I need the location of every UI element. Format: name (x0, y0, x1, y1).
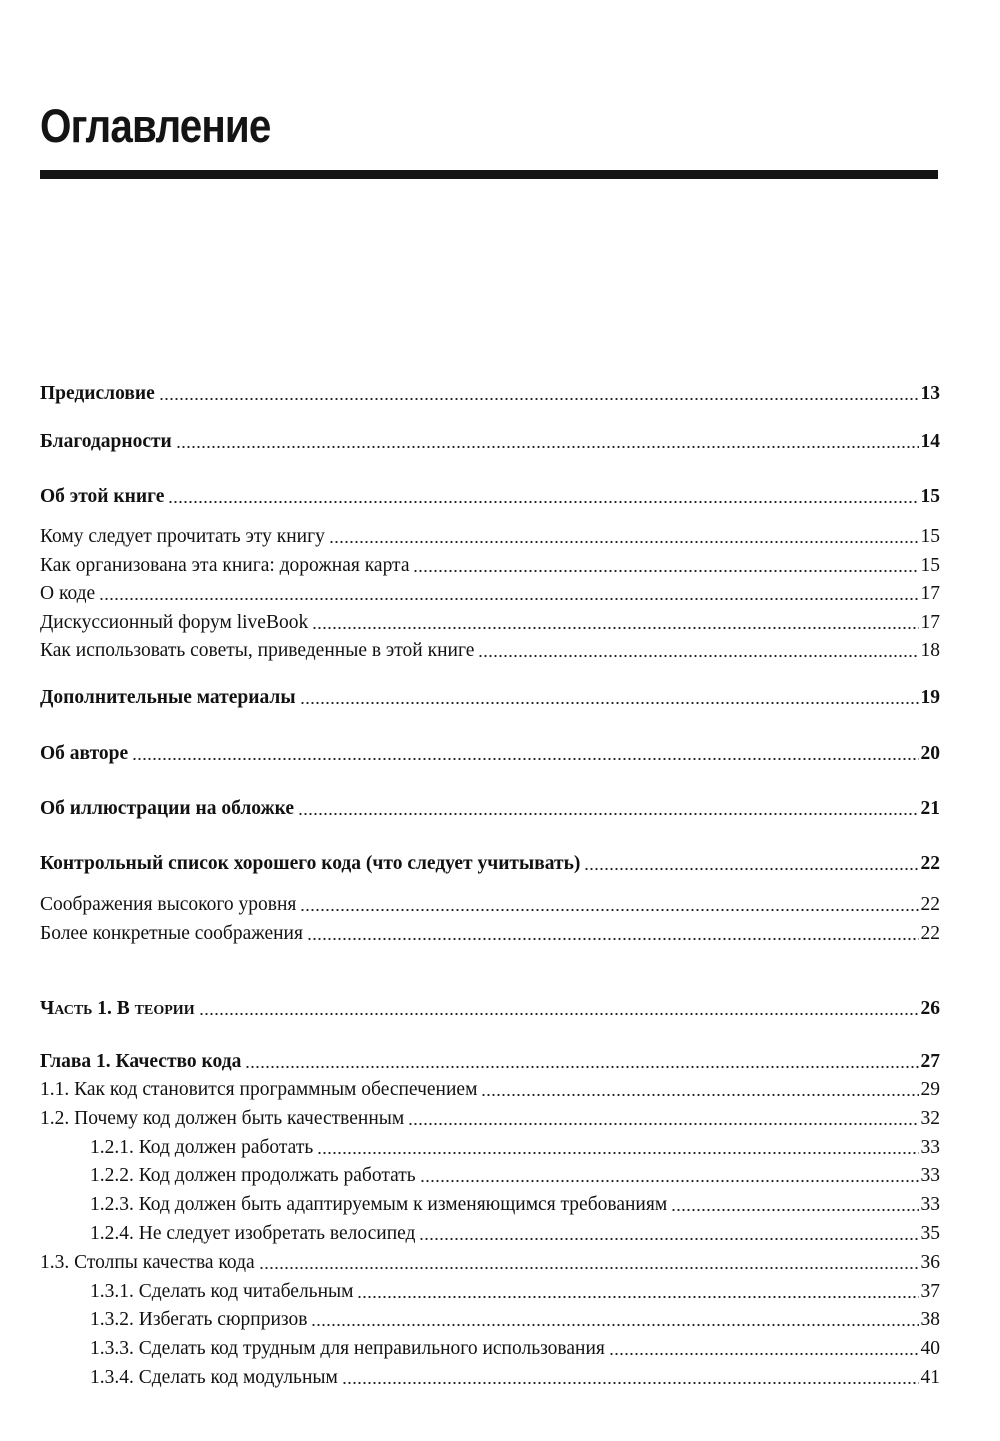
toc-entry-page: 33 (920, 1137, 940, 1158)
dot-leader (300, 701, 919, 705)
toc-entry-page: 20 (920, 743, 940, 764)
toc-entry-title: 1.2.3. Код должен быть адаптируемым к изменяющимся требованиям (90, 1194, 668, 1215)
dot-leader (357, 1295, 918, 1299)
dot-leader (176, 445, 919, 449)
toc-entry-title: 1.3.4. Сделать код модульным (90, 1367, 338, 1388)
toc-entry-page: 13 (920, 383, 940, 404)
dot-leader (312, 626, 918, 630)
toc-entry-page: 17 (920, 612, 940, 633)
toc-entry-checklist[interactable] (40, 852, 940, 875)
toc-entry-1-3-3[interactable] (90, 1337, 940, 1360)
toc-entry-1-2-2[interactable] (90, 1164, 940, 1187)
dot-leader (259, 1266, 919, 1270)
toc-entry-1-2[interactable] (40, 1107, 940, 1130)
toc-entry-page: 41 (920, 1367, 940, 1388)
toc-entry-page: 15 (920, 526, 940, 547)
dot-leader (298, 812, 918, 816)
toc-entry-preface[interactable] (40, 382, 940, 405)
toc-entry-page: 22 (920, 923, 940, 944)
title-rule (40, 170, 938, 179)
dot-leader (99, 597, 918, 601)
toc-entry-chapter-1[interactable] (40, 1050, 940, 1073)
toc-entry-title: Об авторе (40, 743, 129, 764)
toc-entry-high-level[interactable] (40, 893, 940, 916)
toc-entry-about-book[interactable] (40, 485, 940, 508)
toc-entry-1-1[interactable] (40, 1078, 940, 1101)
toc-entry-title: Глава 1. Качество кода (40, 1051, 242, 1072)
dot-leader (307, 937, 919, 941)
toc-entry-page: 22 (920, 894, 940, 915)
dot-leader (481, 1093, 918, 1097)
toc-entry-page: 37 (920, 1281, 940, 1302)
toc-entry-1-3-1[interactable] (90, 1280, 940, 1303)
toc-entry-1-3-4[interactable] (90, 1366, 940, 1389)
toc-entry-1-2-3[interactable] (90, 1193, 940, 1216)
toc-entry-extra-materials[interactable] (40, 686, 940, 709)
dot-leader (419, 1237, 918, 1241)
toc-entry-page: 33 (920, 1165, 940, 1186)
toc-entry-title: 1.3. Столпы качества кода (40, 1252, 255, 1273)
dot-leader (584, 867, 918, 871)
toc-entry-page: 19 (920, 687, 940, 708)
dot-leader (342, 1381, 919, 1385)
page-title: Оглавление (40, 99, 271, 152)
toc-entry-title: 1.3.3. Сделать код трудным для неправильного использования (90, 1338, 605, 1359)
toc-entry-livebook-forum[interactable] (40, 611, 940, 634)
toc-entry-title: Кому следует прочитать эту книгу (40, 526, 325, 547)
dot-leader (420, 1179, 919, 1183)
toc-entry-page: 22 (920, 853, 940, 874)
dot-leader (159, 397, 919, 401)
toc-entry-title: Дополнительные материалы (40, 687, 296, 708)
toc-entry-page: 32 (920, 1108, 940, 1129)
toc-entry-page: 38 (920, 1309, 940, 1330)
toc-entry-title: 1.2. Почему код должен быть качественным (40, 1108, 405, 1129)
toc-entry-title: Соображения высокого уровня (40, 894, 297, 915)
toc-entry-about-code[interactable] (40, 582, 940, 605)
dot-leader (317, 1151, 918, 1155)
toc-entry-page: 26 (920, 998, 940, 1019)
dot-leader (413, 569, 918, 573)
toc-entry-page: 40 (920, 1338, 940, 1359)
toc-entry-page: 17 (920, 583, 940, 604)
toc-entry-title: 1.1. Как код становится программным обеспечением (40, 1079, 478, 1100)
toc-entry-title: О коде (40, 583, 96, 604)
toc-entry-part-1[interactable] (40, 997, 940, 1020)
toc-entry-1-2-1[interactable] (90, 1136, 940, 1159)
toc-entry-1-3-2[interactable] (90, 1308, 940, 1331)
toc-entry-title: Как использовать советы, приведенные в этой книге (40, 640, 475, 661)
dot-leader (300, 908, 918, 912)
toc-entry-title: Более конкретные соображения (40, 923, 303, 944)
toc-entry-page: 15 (920, 555, 940, 576)
toc-entry-title: 1.3.2. Избегать сюрпризов (90, 1309, 308, 1330)
dot-leader (478, 654, 918, 658)
dot-leader (168, 500, 918, 504)
toc-entry-page: 21 (920, 798, 940, 819)
dot-leader (408, 1122, 918, 1126)
toc-entry-page: 18 (920, 640, 940, 661)
toc-entry-page: 29 (920, 1079, 940, 1100)
toc-entry-title: 1.3.1. Сделать код читабельным (90, 1281, 354, 1302)
toc-entry-title: 1.2.1. Код должен работать (90, 1137, 314, 1158)
dot-leader (132, 757, 918, 761)
toc-entry-title: Благодарности (40, 431, 172, 452)
toc-entry-page: 35 (920, 1223, 940, 1244)
dot-leader (245, 1065, 918, 1069)
toc-entry-1-2-4[interactable] (90, 1222, 940, 1245)
toc-entry-who-should-read[interactable] (40, 525, 940, 548)
toc-entry-acknowledgments[interactable] (40, 430, 940, 453)
toc-entry-title: Как организована эта книга: дорожная карта (40, 555, 410, 576)
dot-leader (609, 1352, 919, 1356)
toc-entry-title: 1.2.4. Не следует изобретать велосипед (90, 1223, 416, 1244)
toc-entry-title: Предисловие (40, 383, 155, 404)
toc-entry-1-3[interactable] (40, 1251, 940, 1274)
dot-leader (311, 1323, 918, 1327)
toc-entry-title: Контрольный список хорошего кода (что следует учитывать) (40, 853, 581, 874)
toc-entry-about-author[interactable] (40, 742, 940, 765)
toc-entry-roadmap[interactable] (40, 554, 940, 577)
toc-entry-about-cover[interactable] (40, 797, 940, 820)
toc-entry-page: 14 (920, 431, 940, 452)
dot-leader (671, 1208, 918, 1212)
toc-entry-title: Часть 1. В теории (40, 998, 195, 1019)
toc-entry-title: 1.2.2. Код должен продолжать работать (90, 1165, 416, 1186)
dot-leader (199, 1012, 919, 1016)
toc-entry-how-to-use[interactable] (40, 639, 940, 662)
dot-leader (329, 540, 919, 544)
toc-entry-page: 33 (920, 1194, 940, 1215)
toc-entry-title: Об этой книге (40, 486, 165, 507)
toc-entry-page: 27 (920, 1051, 940, 1072)
toc-entry-page: 15 (920, 486, 940, 507)
toc-entry-title: Дискуссионный форум liveBook (40, 612, 309, 633)
toc-entry-title: Об иллюстрации на обложке (40, 798, 295, 819)
toc-entry-specific[interactable] (40, 922, 940, 945)
toc-entry-page: 36 (920, 1252, 940, 1273)
